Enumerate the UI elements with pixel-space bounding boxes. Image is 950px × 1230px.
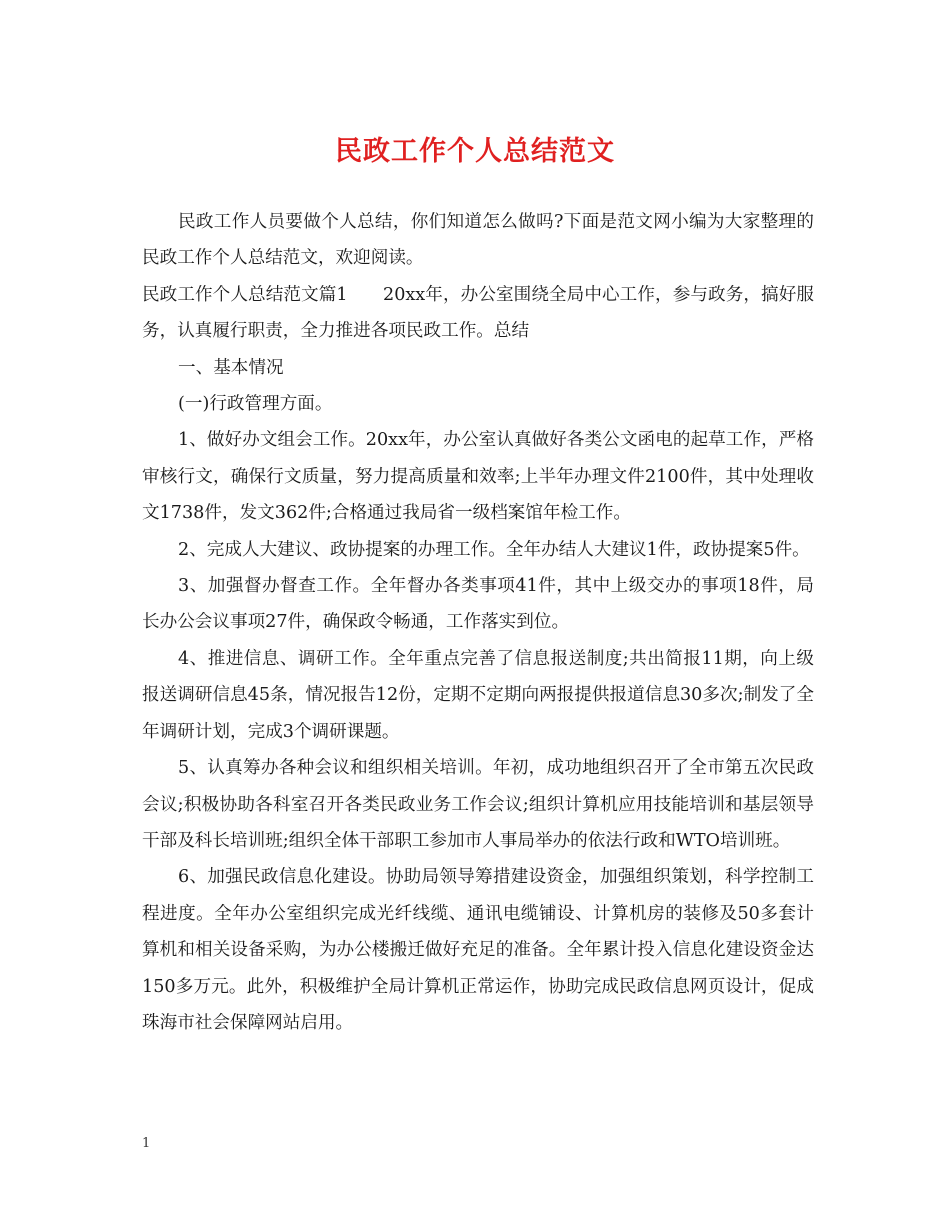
paragraph-item-2: 2、完成人大建议、政协提案的办理工作。全年办结人大建议1件，政协提案5件。: [178, 539, 810, 560]
paragraph-item-6: 6、加强民政信息化建设。协助局领导筹措建设资金，加强组织策划，科学控制工程进度。全年办公室组织完成光纤线缆、通讯电缆铺设、计算机房的装修及50多套计算机和相关设备采购，为办公楼搬迁做好充足的准备。全年累计投入信息化建设资金达150多万元。此外，积极维护全局计算机正常运作，协助完成民政信息网页设计，促成珠海市社会保障网站启用。: [142, 867, 814, 1033]
paragraph-item-1: 1、做好办文组会工作。20xx年，办公室认真做好各类公文函电的起草工作，严格审核行文，确保行文质量，努力提高质量和效率;上半年办理文件2100件，其中处理收文1738件，发文362件;合格通过我局省一级档案馆年检工作。: [142, 430, 814, 524]
paragraph-summary-heading: 民政工作个人总结范文篇1 20xx年，办公室围绕全局中心工作，参与政务，搞好服务，认真履行职责，全力推进各项民政工作。总结: [142, 284, 814, 342]
document-body: [142, 204, 814, 1041]
document-title: 民政工作个人总结范文: [335, 136, 615, 167]
paragraph-item-5: 5、认真筹办各种会议和组织相关培训。年初，成功地组织召开了全市第五次民政会议;积极协助各科室召开各类民政业务工作会议;组织计算机应用技能培训和基层领导干部及科长培训班;组织全体干部职工参加市人事局举办的依法行政和WTO培训班。: [142, 758, 814, 851]
paragraph-item-3: 3、加强督办督查工作。全年督办各类事项41件，其中上级交办的事项18件，局长办公会议事项27件，确保政令畅通，工作落实到位。: [142, 576, 814, 633]
paragraph-intro: 民政工作人员要做个人总结，你们知道怎么做吗?下面是范文网小编为大家整理的民政工作个人总结范文，欢迎阅读。: [142, 212, 814, 269]
subsection-heading-admin: (一)行政管理方面。: [178, 394, 333, 415]
page-number: 1: [142, 1136, 151, 1151]
section-heading-basic: 一、基本情况: [178, 357, 284, 378]
paragraph-item-4: 4、推进信息、调研工作。全年重点完善了信息报送制度;共出简报11期，向上级报送调研信息45条，情况报告12份，定期不定期向两报提供报道信息30多次;制发了全年调研计划，完成3个调研课题。: [142, 648, 814, 742]
